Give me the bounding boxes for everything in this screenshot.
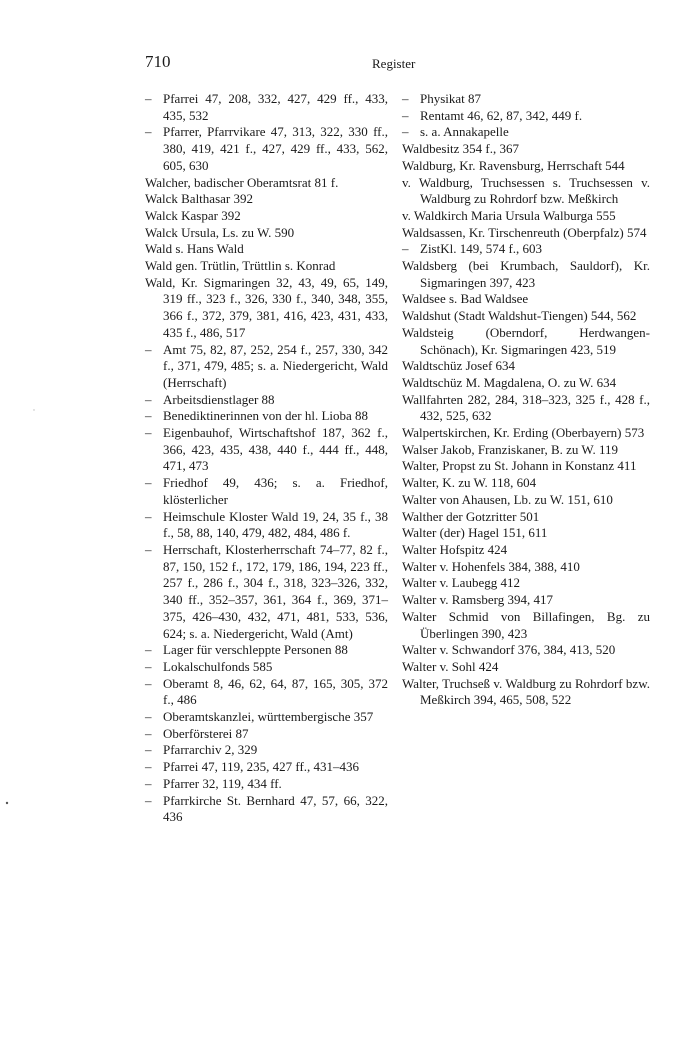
entry-text: Walcher, badischer Oberamtsrat 81 f. [145,174,339,190]
subentry-dash: – [145,91,152,106]
entry-text: Waldbesitz 354 f., 367 [402,141,520,157]
entry-text: Pfarrkirche St. Bernhard 47, 57, 66, 322, 436 [163,792,388,825]
entry-text: Pfarrei 47, 208, 332, 427, 429 ff., 433, 435, 532 [163,91,388,123]
entry-text: v. Waldkirch Maria Ursula Walburga 555 [402,207,616,223]
entry-text: Heimschule Kloster Wald 19, 24, 35 f., 38 f., 58, 88, 140, 479, 482, 484, 486 f. [163,508,388,541]
entry-text: s. a. Annakapelle [420,124,509,140]
entry-text: Waldshut (Stadt Waldshut-Tiengen) 544, 562 [402,308,637,324]
subentry-dash: – [145,742,152,758]
entry-text: Waldsassen, Kr. Tirschenreuth (Oberpfalz) 574 [402,224,647,240]
subentry-dash: – [145,124,152,140]
entry-text: Waldburg, Kr. Ravensburg, Herrschaft 544 [402,157,625,173]
entry-text: Lokalschulfonds 585 [163,658,273,674]
entry-text: Rentamt 46, 62, 87, 342, 449 f. [420,107,583,123]
subentry-dash: – [145,408,152,424]
entry-text: Walter von Ahausen, Lb. zu W. 151, 610 [402,491,613,507]
entry-text: Arbeitsdienstlager 88 [163,391,275,407]
entry-text: Oberamtskanzlei, württembergische 357 [163,709,374,725]
subentry-dash: – [145,709,152,725]
speck [33,409,34,410]
subentry-dash: – [402,107,409,123]
entry-text: Oberförsterei 87 [163,725,249,741]
speck [6,802,8,804]
entry-text: Herrschaft, Klosterherrschaft 74–77, 82 f., 87, 150, 152 f., 172, 179, 186, 194, 223 ff., 257 f., 286 f., 304 f., 318, 323–326, 332, 340 ff., 352–357, 361, 364 f., 369, 371–375, 426–430, 432, 471, 481, 533, 536, 624; s. a. Niedergericht, Wald (Amt) [163,541,388,641]
subentry-dash: – [145,642,152,658]
subentry-dash: – [145,675,152,691]
entry-text: Walter (der) Hagel 151, 611 [402,525,548,541]
entry-text: Walter v. Hohenfels 384, 388, 410 [402,558,580,574]
entry-text: Walck Ursula, Ls. zu W. 590 [145,224,295,240]
entry-text: Friedhof 49, 436; s. a. Friedhof, klösterlicher [163,475,388,507]
entry-text: Walter v. Schwandorf 376, 384, 413, 520 [402,642,616,658]
entry-text: Walter v. Ramsberg 394, 417 [402,592,553,608]
entry-text: Wald, Kr. Sigmaringen 32, 43, 49, 65, 149, 319 ff., 323 f., 326, 330 f., 340, 348, 355, 366 f., 372, 379, 381, 416, 423, 431, 433, 435 f., 486, 517 [145,274,388,340]
entry-text: Walser Jakob, Franziskaner, B. zu W. 119 [402,441,619,457]
subentry-dash: – [145,475,152,491]
entry-text: Lager für verschleppte Personen 88 [163,642,348,658]
page-number: 710 [145,52,171,71]
entry-text: Pfarrei 47, 119, 235, 427 ff., 431–436 [163,759,360,775]
entry-text: Wallfahrten 282, 284, 318–323, 325 f., 428 f., 432, 525, 632 [402,391,650,424]
entry-text: Walck Kaspar 392 [145,207,241,223]
entry-text: v. Waldburg, Truchsessen s. Truchsessen v. Waldburg zu Rohrdorf bzw. Meßkirch [402,174,650,207]
entry-text: Walter Schmid von Billafingen, Bg. zu Überlingen 390, 423 [402,608,650,641]
entry-text: Walter Hofspitz 424 [402,541,508,557]
subentry-dash: – [402,241,409,257]
entry-text: Pfarrer, Pfarrvikare 47, 313, 322, 330 ff., 380, 419, 421 f., 427, 429 ff., 433, 562, 605, 630 [163,124,388,173]
subentry-dash: – [145,658,152,674]
entry-text: Waldtschüz M. Magdalena, O. zu W. 634 [402,374,617,390]
entry-text: Waldsberg (bei Krumbach, Sauldorf), Kr. Sigmaringen 397, 423 [402,258,650,290]
entry-text: Pfarrer 32, 119, 434 ff. [163,775,282,791]
entry-text: Waldsee s. Bad Waldsee [402,291,529,307]
entry-text: Walther der Gotzritter 501 [402,508,540,524]
subentry-dash: – [145,391,152,407]
entry-text: Amt 75, 82, 87, 252, 254 f., 257, 330, 342 f., 371, 479, 485; s. a. Niedergericht, Wald (Herrschaft) [163,341,388,390]
subentry-dash: – [145,792,152,808]
entry-text: Walter v. Laubegg 412 [402,575,520,591]
entry-text: Oberamt 8, 46, 62, 64, 87, 165, 305, 372 f., 486 [163,675,388,708]
entry-text: Walck Balthasar 392 [145,191,253,207]
entry-text: Pfarrarchiv 2, 329 [163,742,258,758]
subentry-dash: – [145,775,152,791]
subentry-dash: – [402,91,409,106]
entry-text: Walpertskirchen, Kr. Erding (Oberbayern) 573 [402,425,645,441]
running-head: Register [372,56,416,71]
entry-text: Walter, Propst zu St. Johann in Konstanz 411 [402,458,637,474]
entry-text: Wald s. Hans Wald [145,241,244,257]
subentry-dash: – [145,425,152,441]
entry-text: Walter v. Sohl 424 [402,658,499,674]
entry-text: ZistKl. 149, 574 f., 603 [420,241,543,257]
entry-text: Walter, Truchseß v. Waldburg zu Rohrdorf bzw. Meßkirch 394, 465, 508, 522 [402,675,650,708]
entry-text: Benediktinerinnen von der hl. Lioba 88 [163,408,369,424]
entry-text: Physikat 87 [420,91,482,106]
entry-text: Eigenbauhof, Wirtschaftshof 187, 362 f., 366, 423, 435, 438, 440 f., 444 ff., 448, 471, 473 [163,425,388,474]
entry-text: Waldsteig (Oberndorf, Herdwangen-Schönach), Kr. Sigmaringen 423, 519 [402,324,650,357]
subentry-dash: – [145,725,152,741]
subentry-dash: – [145,341,152,357]
subentry-dash: – [402,124,409,140]
entry-text: Wald gen. Trütlin, Trüttlin s. Konrad [145,258,336,274]
subentry-dash: – [145,508,152,524]
entry-text: Waldtschüz Josef 634 [402,358,516,374]
subentry-dash: – [145,541,152,557]
subentry-dash: – [145,759,152,775]
entry-text: Walter, K. zu W. 118, 604 [402,475,537,491]
